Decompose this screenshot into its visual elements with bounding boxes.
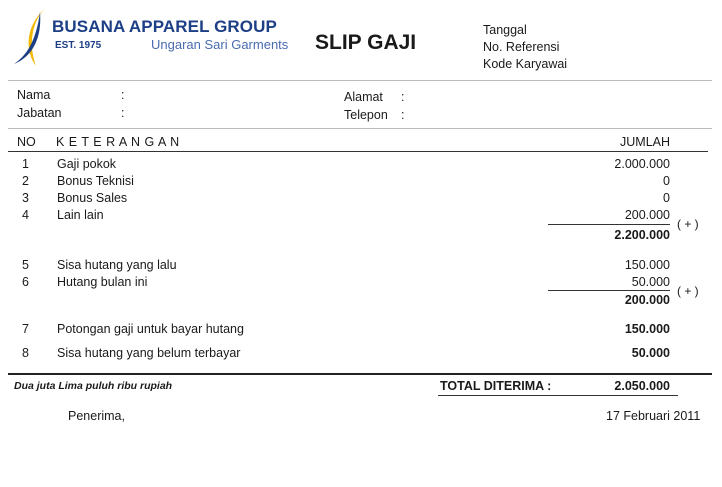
- plus-sign-1: ( + ): [677, 217, 699, 231]
- document-title: SLIP GAJI: [315, 31, 417, 54]
- company-logo-icon: [6, 6, 56, 68]
- nama-label: Nama: [17, 88, 51, 102]
- row-amount: 0: [663, 174, 670, 188]
- nama-colon: :: [121, 88, 125, 102]
- row-no: 6: [22, 275, 29, 289]
- telepon-label: Telepon: [344, 108, 388, 122]
- company-name: BUSANA APPAREL GROUP: [52, 17, 277, 36]
- row-desc: Bonus Teknisi: [57, 174, 134, 188]
- row-amount: 50.000: [631, 346, 670, 360]
- penerima-label: Penerima,: [68, 409, 125, 423]
- row-desc: Lain lain: [57, 208, 104, 222]
- table-header-line: [8, 151, 708, 152]
- total-label: TOTAL DITERIMA :: [440, 379, 552, 393]
- subtotal-2: 200.000: [624, 293, 670, 307]
- total-value: 2.050.000: [614, 379, 670, 393]
- row-no: 2: [22, 174, 29, 188]
- row-desc: Hutang bulan ini: [57, 275, 148, 289]
- row-no: 1: [22, 157, 29, 171]
- row-desc: Sisa hutang yang belum terbayar: [57, 346, 241, 360]
- row-amount: 50.000: [631, 275, 670, 289]
- row-no: 8: [22, 346, 29, 360]
- row-amount: 200.000: [624, 208, 670, 222]
- total-underline: [438, 395, 678, 396]
- company-subsidiary: Ungaran Sari Garments: [151, 37, 289, 52]
- subtotal2-line: [548, 290, 670, 291]
- info-divider: [8, 128, 712, 129]
- col-jumlah-header: JUMLAH: [620, 135, 671, 149]
- plus-sign-2: ( + ): [677, 284, 699, 298]
- alamat-colon: :: [401, 90, 405, 104]
- row-no: 4: [22, 208, 29, 222]
- alamat-label: Alamat: [344, 90, 383, 104]
- row-desc: Potongan gaji untuk bayar hutang: [57, 322, 244, 336]
- row-desc: Sisa hutang yang lalu: [57, 258, 177, 272]
- jabatan-label: Jabatan: [17, 106, 62, 120]
- jabatan-colon: :: [121, 106, 125, 120]
- row-no: 3: [22, 191, 29, 205]
- referensi-label: No. Referensi: [483, 40, 560, 54]
- row-no: 5: [22, 258, 29, 272]
- tanggal-label: Tanggal: [483, 23, 527, 37]
- slip-date: 17 Februari 2011: [606, 409, 701, 423]
- row-desc: Gaji pokok: [57, 157, 117, 171]
- company-est: EST. 1975: [55, 40, 102, 51]
- row-amount: 150.000: [624, 322, 670, 336]
- header-divider: [8, 80, 712, 81]
- row-desc: Bonus Sales: [57, 191, 128, 205]
- col-no-header: NO: [17, 135, 36, 149]
- subtotal1-line: [548, 224, 670, 225]
- row-amount: 2.000.000: [614, 157, 670, 171]
- telepon-colon: :: [401, 108, 405, 122]
- terbilang-text: Dua juta Lima puluh ribu rupiah: [14, 380, 173, 392]
- total-divider: [8, 373, 712, 375]
- row-amount: 150.000: [624, 258, 670, 272]
- col-keterangan-header: K E T E R A N G A N: [56, 135, 180, 149]
- row-amount: 0: [663, 191, 670, 205]
- row-no: 7: [22, 322, 29, 336]
- kode-karyawan-label: Kode Karyawai: [483, 57, 568, 71]
- subtotal-1: 2.200.000: [614, 228, 670, 242]
